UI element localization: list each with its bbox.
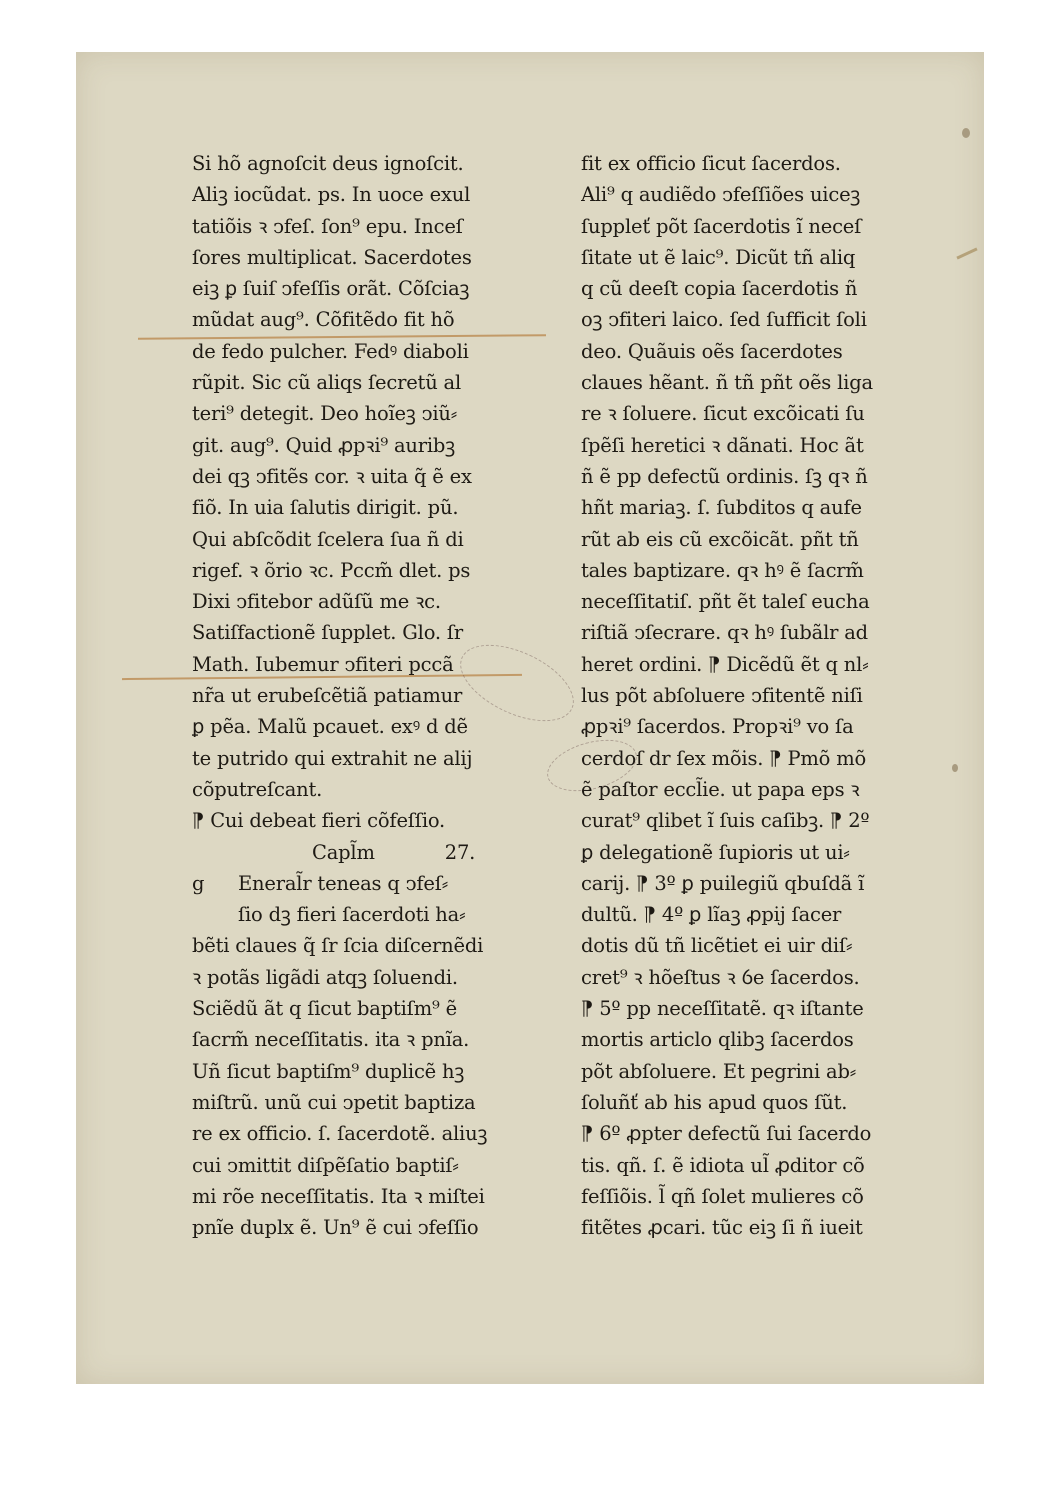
text-line: q cũ deeſt copia ſacerdotis ñ bbox=[581, 277, 858, 301]
text-line: fit ex officio ſicut ſacerdos. bbox=[581, 152, 841, 175]
text-line: ꝑ pẽa. Malũ pcauet. exꝰ d dẽ bbox=[192, 715, 468, 739]
text-line: Qui abſcõdit ſcelera ſua ñ di bbox=[192, 527, 464, 551]
text-line: cui ↄmittit diſpẽſatio baptiſ⸗ bbox=[192, 1153, 459, 1177]
text-line: ñ ẽ pp defectũ ordinis. ſꝫ qꝛ ñ bbox=[581, 464, 868, 488]
text-line: curat⁹ qlibet ĩ ſuis caſibꝫ. ⁋ 2º bbox=[581, 809, 870, 833]
text-line: mortis articlo qlibꝫ ſacerdos bbox=[581, 1028, 854, 1052]
text-line: Sciẽdũ ãt q ſicut baptiſm⁹ ẽ bbox=[192, 997, 457, 1021]
margin-stain bbox=[956, 247, 977, 259]
text-line: claues hẽant. ñ tñ pñt oẽs liga bbox=[581, 371, 873, 395]
text-line: te putrido qui extrahit ne alij bbox=[192, 746, 473, 770]
chapter-heading bbox=[192, 837, 522, 868]
text-line: dultũ. ⁋ 4º ꝑ lĩaꝫ ꝓpij ſacer bbox=[581, 903, 842, 927]
text-line: pnĩe duplx ẽ. Un⁹ ẽ cui ↄfeſſio bbox=[192, 1216, 479, 1240]
text-line: fitẽtes ꝓcari. tũc eiꝫ ſi ñ iueit bbox=[581, 1216, 863, 1240]
chapter-label: Capl̃m bbox=[312, 840, 375, 864]
text-line: ſacrm̃ neceſſitatis. ita ꝛ pnĩa. bbox=[192, 1028, 470, 1052]
text-line: carij. ⁋ 3º ꝑ puilegiũ qbuſdã ĩ bbox=[581, 871, 865, 895]
text-line: nr̃a ut erubeſcẽtiã patiamur bbox=[192, 684, 463, 708]
text-line: dei qꝫ ↄfitẽs cor. ꝛ uita q̃ ẽ ex bbox=[192, 464, 472, 488]
text-line: rũpit. Sic cũ aliqs ſecretũ al bbox=[192, 371, 462, 395]
text-line: Aliꝫ iocũdat. ps. In uoce exul bbox=[192, 183, 471, 207]
chapter-number: 27. bbox=[444, 840, 476, 864]
margin-dot bbox=[952, 764, 958, 772]
text-line: põt abſoluere. Et pegrini ab⸗ bbox=[581, 1059, 857, 1083]
right-column bbox=[581, 148, 921, 1243]
left-column bbox=[192, 148, 522, 1243]
text-line: cõputreſcant. bbox=[192, 777, 323, 801]
text-line: Math. Iubemur ↄfiteri pccã bbox=[192, 652, 454, 676]
manuscript-page bbox=[76, 52, 984, 1384]
text-line: tatiõis ꝛ ↄfeſ. ſon⁹ epu. Inceſ bbox=[192, 214, 463, 238]
text-line: cerdoſ dr ſex mõis. ⁋ Pmõ mõ bbox=[581, 746, 867, 770]
text-line: Satiſfactionẽ ſupplet. Glo. ſr bbox=[192, 621, 464, 645]
text-line: ⁋ 5º pp neceſſitatẽ. qꝛ iſtante bbox=[581, 997, 864, 1021]
text-line: ſores multiplicat. Sacerdotes bbox=[192, 245, 472, 269]
text-line: rigef. ꝛ õrio ꝛc. Pccm̃ dlet. ps bbox=[192, 558, 471, 582]
text-line: cret⁹ ꝛ hõeſtus ꝛ ỽe ſacerdos. bbox=[581, 965, 860, 989]
text-line: deo. Quãuis oẽs ſacerdotes bbox=[581, 339, 843, 363]
text-line: Dixi ↄfitebor adũſũ me ꝛc. bbox=[192, 590, 441, 614]
text-line-content: Eneral̃r teneas q ↄfeſ⸗ bbox=[238, 871, 449, 895]
margin-dot bbox=[962, 128, 970, 138]
text-line: heret ordini. ⁋ Dicẽdũ ẽt q nl⸗ bbox=[581, 652, 869, 676]
text-line: de fedo pulcher. Fedꝰ diaboli bbox=[192, 339, 469, 363]
text-line: teri⁹ detegit. Deo hoĩeꝫ ↄiũ⸗ bbox=[192, 402, 458, 426]
text-line: ꝑ delegationẽ ſupioris ut ui⸗ bbox=[581, 840, 850, 864]
text-line: hñt mariaꝫ. ſ. ſubditos q aufe bbox=[581, 496, 862, 520]
text-line: ſitate ut ẽ laic⁹. Dicũt tñ aliq bbox=[581, 245, 856, 269]
text-line: tales baptizare. qꝛ hꝰ ẽ ſacrm̃ bbox=[581, 558, 864, 582]
text-line: ꝛ potãs ligãdi atqꝫ ſoluendi. bbox=[192, 965, 458, 989]
text-line: Ali⁹ q audiẽdo ↄfeſſiões uiceꝫ bbox=[581, 183, 861, 207]
text-line: Uñ ſicut baptiſm⁹ duplicẽ hꝫ bbox=[192, 1059, 465, 1083]
text-line: re ꝛ ſoluere. ſicut excõicati ſu bbox=[581, 402, 865, 426]
text-line: Si hõ agnoſcit deus ignoſcit. bbox=[192, 152, 464, 175]
text-line: miſtrũ. unũ cui ↄpetit baptiza bbox=[192, 1090, 476, 1114]
text-line: riſtiã ↄſecrare. qꝛ hꝰ ſubãlr ad bbox=[581, 621, 868, 645]
text-line: re ex officio. ſ. ſacerdotẽ. aliuꝫ bbox=[192, 1122, 488, 1146]
text-line: ⁋ 6º ꝓpter defectũ ſui ſacerdo bbox=[581, 1122, 872, 1146]
text-line: ẽ paſtor eccl̃ie. ut papa eps ꝛ bbox=[581, 777, 860, 801]
text-line: ſuppleť põt ſacerdotis ĩ neceſ bbox=[581, 214, 862, 238]
text-line: rũt ab eis cũ excõicãt. pñt tñ bbox=[581, 527, 859, 551]
text-line: eiꝫ ꝑ ſuiſ ↄfeſſis orãt. Cõſciaꝫ bbox=[192, 277, 470, 301]
text-line: tis. qñ. ſ. ẽ idiota ul̃ ꝓditor cõ bbox=[581, 1153, 865, 1177]
text-line bbox=[192, 868, 522, 899]
text-line: ſpẽſi heretici ꝛ dãnati. Hoc ãt bbox=[581, 433, 864, 457]
text-line: dotis dũ tñ licẽtiet ei uir diſ⸗ bbox=[581, 934, 853, 958]
text-line: ſio dꝫ fieri ſacerdoti ha⸗ bbox=[238, 903, 466, 927]
text-line: bẽti claues q̃ ſr ſcia diſcernẽdi bbox=[192, 934, 484, 958]
text-line: oꝫ ↄfiteri laico. ſed ſufficit ſoli bbox=[581, 308, 867, 332]
text-line: ꝓpꝛi⁹ ſacerdos. Propꝛi⁹ vo ſa bbox=[581, 715, 854, 739]
text-line: mi rõe neceſſitatis. Ita ꝛ miſtei bbox=[192, 1184, 485, 1208]
guide-letter: g bbox=[192, 871, 205, 895]
text-line: ſoluñť ab his apud quos ſũt. bbox=[581, 1090, 848, 1114]
text-line: fiõ. In uia ſalutis dirigit. pũ. bbox=[192, 496, 459, 520]
text-line: git. aug⁹. Quid ꝓpꝛi⁹ auribꝫ bbox=[192, 433, 455, 457]
text-line: feſſiõis. l̃ qñ ſolet mulieres cõ bbox=[581, 1184, 864, 1208]
text-line: neceſſitatiſ. pñt ẽt taleſ eucha bbox=[581, 590, 870, 614]
text-line: lus põt abſoluere ↄfitentẽ niſi bbox=[581, 684, 863, 708]
text-line: mũdat aug⁹. Cõfitẽdo fit hõ bbox=[192, 308, 455, 332]
section-title: ⁋ Cui debeat fieri cõfeſſio. bbox=[192, 809, 446, 833]
